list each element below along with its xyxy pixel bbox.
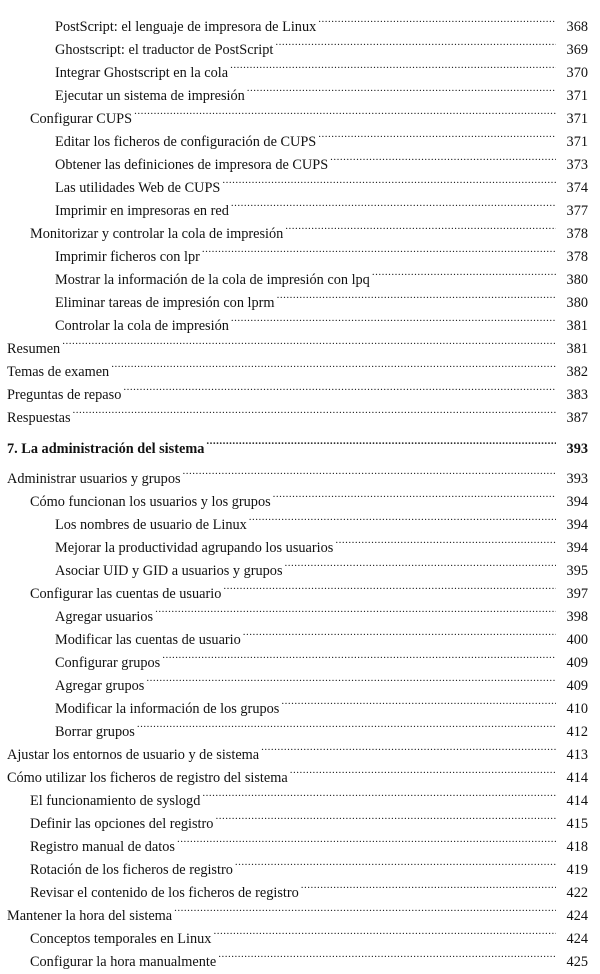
dot-leader bbox=[249, 506, 556, 529]
toc-entry bbox=[0, 307, 600, 334]
toc-entry bbox=[0, 598, 600, 625]
toc-entry bbox=[0, 284, 600, 311]
toc-entry-title: Modificar las cuentas de usuario bbox=[55, 629, 243, 652]
toc-entry bbox=[0, 644, 600, 671]
toc-entry-page-number: 381 bbox=[566, 318, 588, 334]
dot-leader bbox=[215, 805, 556, 828]
dot-leader bbox=[231, 192, 556, 215]
dot-leader bbox=[281, 690, 556, 713]
toc-entry-page-number: 380 bbox=[566, 295, 588, 311]
toc-entry-title: Los nombres de usuario de Linux bbox=[55, 514, 249, 537]
toc-entry bbox=[0, 690, 600, 717]
dot-leader bbox=[62, 330, 556, 353]
dot-leader bbox=[277, 284, 556, 307]
toc-entry bbox=[0, 330, 600, 357]
dot-leader bbox=[223, 575, 556, 598]
toc-entry-page-number: 410 bbox=[566, 701, 588, 717]
toc-entry-title: PostScript: el lenguaje de impresora de Linux bbox=[55, 16, 318, 39]
toc-entry-title: Borrar grupos bbox=[55, 721, 137, 744]
toc-entry bbox=[0, 123, 600, 150]
dot-leader bbox=[273, 483, 556, 506]
toc-entry bbox=[0, 261, 600, 288]
toc-entry-title: Modificar la información de los grupos bbox=[55, 698, 281, 721]
toc-entry-page-number: 412 bbox=[566, 724, 588, 740]
toc-entry bbox=[0, 782, 600, 809]
toc-entry-page-number: 381 bbox=[566, 341, 588, 357]
dot-leader bbox=[285, 215, 556, 238]
dot-leader bbox=[137, 713, 556, 736]
toc-entry bbox=[0, 851, 600, 878]
toc-entry-page-number: 378 bbox=[566, 249, 588, 265]
toc-entry-title: Las utilidades Web de CUPS bbox=[55, 177, 222, 200]
toc-entry-title: Cómo funcionan los usuarios y los grupos bbox=[30, 491, 273, 514]
toc-entry bbox=[0, 529, 600, 556]
dot-leader bbox=[243, 621, 556, 644]
dot-leader bbox=[213, 920, 556, 943]
toc-entry-title: Configurar la hora manualmente bbox=[30, 951, 218, 974]
toc-entry bbox=[0, 920, 600, 947]
toc-entry-title: Controlar la cola de impresión bbox=[55, 315, 231, 338]
toc-entry bbox=[0, 31, 600, 58]
toc-entry bbox=[0, 100, 600, 127]
toc-entry-page-number: 415 bbox=[566, 816, 588, 832]
dot-leader bbox=[155, 598, 556, 621]
toc-entry-title: Configurar CUPS bbox=[30, 108, 134, 131]
toc-entry-title: El funcionamiento de syslogd bbox=[30, 790, 202, 813]
toc-entry bbox=[0, 399, 600, 426]
dot-leader bbox=[247, 77, 556, 100]
toc-entry bbox=[0, 146, 600, 173]
toc-entry-page-number: 395 bbox=[566, 563, 588, 579]
toc-entry-page-number: 371 bbox=[566, 111, 588, 127]
toc-entry-title: Ejecutar un sistema de impresión bbox=[55, 85, 247, 108]
toc-entry-page-number: 409 bbox=[566, 678, 588, 694]
toc-entry-page-number: 419 bbox=[566, 862, 588, 878]
dot-leader bbox=[285, 552, 556, 575]
toc-entry-page-number: 382 bbox=[566, 364, 588, 380]
toc-entry bbox=[0, 169, 600, 196]
toc-entry bbox=[0, 897, 600, 924]
toc-entry-title: Configurar grupos bbox=[55, 652, 162, 675]
toc-entry-title: Registro manual de datos bbox=[30, 836, 177, 859]
toc-entry-page-number: 394 bbox=[566, 540, 588, 556]
toc-entry bbox=[0, 828, 600, 855]
toc-entry-title: 7. La administración del sistema bbox=[7, 438, 206, 461]
toc-entry-title: Mostrar la información de la cola de impresión con lpq bbox=[55, 269, 372, 292]
toc-entry-title: Editar los ficheros de configuración de CUPS bbox=[55, 131, 318, 154]
toc-entry-page-number: 394 bbox=[566, 494, 588, 510]
toc-entry-title: Imprimir ficheros con lpr bbox=[55, 246, 202, 269]
table-of-contents bbox=[0, 8, 600, 970]
toc-entry bbox=[0, 376, 600, 403]
toc-entry-page-number: 368 bbox=[566, 19, 588, 35]
toc-entry-title: Eliminar tareas de impresión con lprm bbox=[55, 292, 277, 315]
toc-entry-page-number: 424 bbox=[566, 908, 588, 924]
toc-entry-title: Ajustar los entornos de usuario y de sistema bbox=[7, 744, 261, 767]
toc-entry-page-number: 414 bbox=[566, 770, 588, 786]
toc-entry bbox=[0, 713, 600, 740]
dot-leader bbox=[146, 667, 556, 690]
toc-chapter-heading bbox=[0, 430, 600, 457]
dot-leader bbox=[162, 644, 556, 667]
toc-entry-page-number: 377 bbox=[566, 203, 588, 219]
dot-leader bbox=[218, 943, 556, 966]
toc-entry-page-number: 378 bbox=[566, 226, 588, 242]
dot-leader bbox=[183, 460, 556, 483]
toc-entry-page-number: 413 bbox=[566, 747, 588, 763]
toc-entry bbox=[0, 759, 600, 786]
dot-leader bbox=[330, 146, 556, 169]
toc-entry-title: Conceptos temporales en Linux bbox=[30, 928, 213, 951]
toc-entry-title: Agregar usuarios bbox=[55, 606, 155, 629]
toc-entry-page-number: 371 bbox=[566, 134, 588, 150]
toc-entry-title: Respuestas bbox=[7, 407, 73, 430]
dot-leader bbox=[123, 376, 556, 399]
dot-leader bbox=[231, 307, 556, 330]
toc-entry-page-number: 374 bbox=[566, 180, 588, 196]
toc-entry bbox=[0, 483, 600, 510]
toc-entry bbox=[0, 54, 600, 81]
toc-entry-title: Definir las opciones del registro bbox=[30, 813, 215, 836]
toc-entry-page-number: 394 bbox=[566, 517, 588, 533]
toc-entry-title: Integrar Ghostscript en la cola bbox=[55, 62, 230, 85]
toc-entry-page-number: 414 bbox=[566, 793, 588, 809]
toc-entry-title: Administrar usuarios y grupos bbox=[7, 468, 183, 491]
toc-entry bbox=[0, 552, 600, 579]
dot-leader bbox=[318, 8, 556, 31]
dot-leader bbox=[206, 430, 556, 453]
toc-entry-title: Temas de examen bbox=[7, 361, 111, 384]
dot-leader bbox=[261, 736, 556, 759]
toc-entry-title: Resumen bbox=[7, 338, 62, 361]
toc-entry-title: Preguntas de repaso bbox=[7, 384, 123, 407]
toc-entry bbox=[0, 460, 600, 487]
toc-entry-page-number: 424 bbox=[566, 931, 588, 947]
toc-entry-page-number: 400 bbox=[566, 632, 588, 648]
toc-entry bbox=[0, 238, 600, 265]
toc-entry-title: Mejorar la productividad agrupando los usuarios bbox=[55, 537, 335, 560]
toc-entry-title: Asociar UID y GID a usuarios y grupos bbox=[55, 560, 285, 583]
toc-entry-page-number: 380 bbox=[566, 272, 588, 288]
dot-leader bbox=[230, 54, 556, 77]
toc-entry-page-number: 373 bbox=[566, 157, 588, 173]
dot-leader bbox=[202, 782, 556, 805]
toc-entry bbox=[0, 215, 600, 242]
toc-entry-page-number: 409 bbox=[566, 655, 588, 671]
dot-leader bbox=[235, 851, 556, 874]
dot-leader bbox=[111, 353, 556, 376]
toc-entry bbox=[0, 805, 600, 832]
dot-leader bbox=[222, 169, 556, 192]
toc-entry bbox=[0, 874, 600, 901]
dot-leader bbox=[372, 261, 556, 284]
toc-entry bbox=[0, 8, 600, 35]
toc-entry-title: Monitorizar y controlar la cola de impresión bbox=[30, 223, 285, 246]
dot-leader bbox=[301, 874, 556, 897]
toc-entry-page-number: 393 bbox=[566, 441, 588, 457]
toc-entry-page-number: 397 bbox=[566, 586, 588, 602]
toc-entry-page-number: 383 bbox=[566, 387, 588, 403]
toc-entry bbox=[0, 736, 600, 763]
dot-leader bbox=[134, 100, 556, 123]
toc-entry bbox=[0, 943, 600, 970]
dot-leader bbox=[177, 828, 556, 851]
dot-leader bbox=[290, 759, 556, 782]
toc-entry-title: Configurar las cuentas de usuario bbox=[30, 583, 223, 606]
dot-leader bbox=[275, 31, 556, 54]
toc-entry-title: Ghostscript: el traductor de PostScript bbox=[55, 39, 275, 62]
dot-leader bbox=[174, 897, 556, 920]
toc-entry bbox=[0, 506, 600, 533]
toc-entry-title: Obtener las definiciones de impresora de CUPS bbox=[55, 154, 330, 177]
toc-entry-page-number: 371 bbox=[566, 88, 588, 104]
toc-entry-page-number: 422 bbox=[566, 885, 588, 901]
toc-entry-page-number: 418 bbox=[566, 839, 588, 855]
dot-leader bbox=[335, 529, 556, 552]
dot-leader bbox=[73, 399, 556, 422]
toc-entry-page-number: 398 bbox=[566, 609, 588, 625]
toc-entry-page-number: 393 bbox=[566, 471, 588, 487]
dot-leader bbox=[318, 123, 556, 146]
toc-entry-title: Rotación de los ficheros de registro bbox=[30, 859, 235, 882]
toc-entry-title: Agregar grupos bbox=[55, 675, 146, 698]
toc-entry bbox=[0, 192, 600, 219]
toc-entry bbox=[0, 353, 600, 380]
dot-leader bbox=[202, 238, 556, 261]
toc-entry-title: Mantener la hora del sistema bbox=[7, 905, 174, 928]
toc-entry bbox=[0, 667, 600, 694]
toc-entry bbox=[0, 77, 600, 104]
toc-entry-page-number: 387 bbox=[566, 410, 588, 426]
toc-entry-title: Revisar el contenido de los ficheros de registro bbox=[30, 882, 301, 905]
toc-entry-page-number: 425 bbox=[566, 954, 588, 970]
toc-entry-page-number: 369 bbox=[566, 42, 588, 58]
toc-entry bbox=[0, 575, 600, 602]
toc-entry-title: Imprimir en impresoras en red bbox=[55, 200, 231, 223]
toc-entry-title: Cómo utilizar los ficheros de registro del sistema bbox=[7, 767, 290, 790]
toc-entry-page-number: 370 bbox=[566, 65, 588, 81]
toc-entry bbox=[0, 621, 600, 648]
